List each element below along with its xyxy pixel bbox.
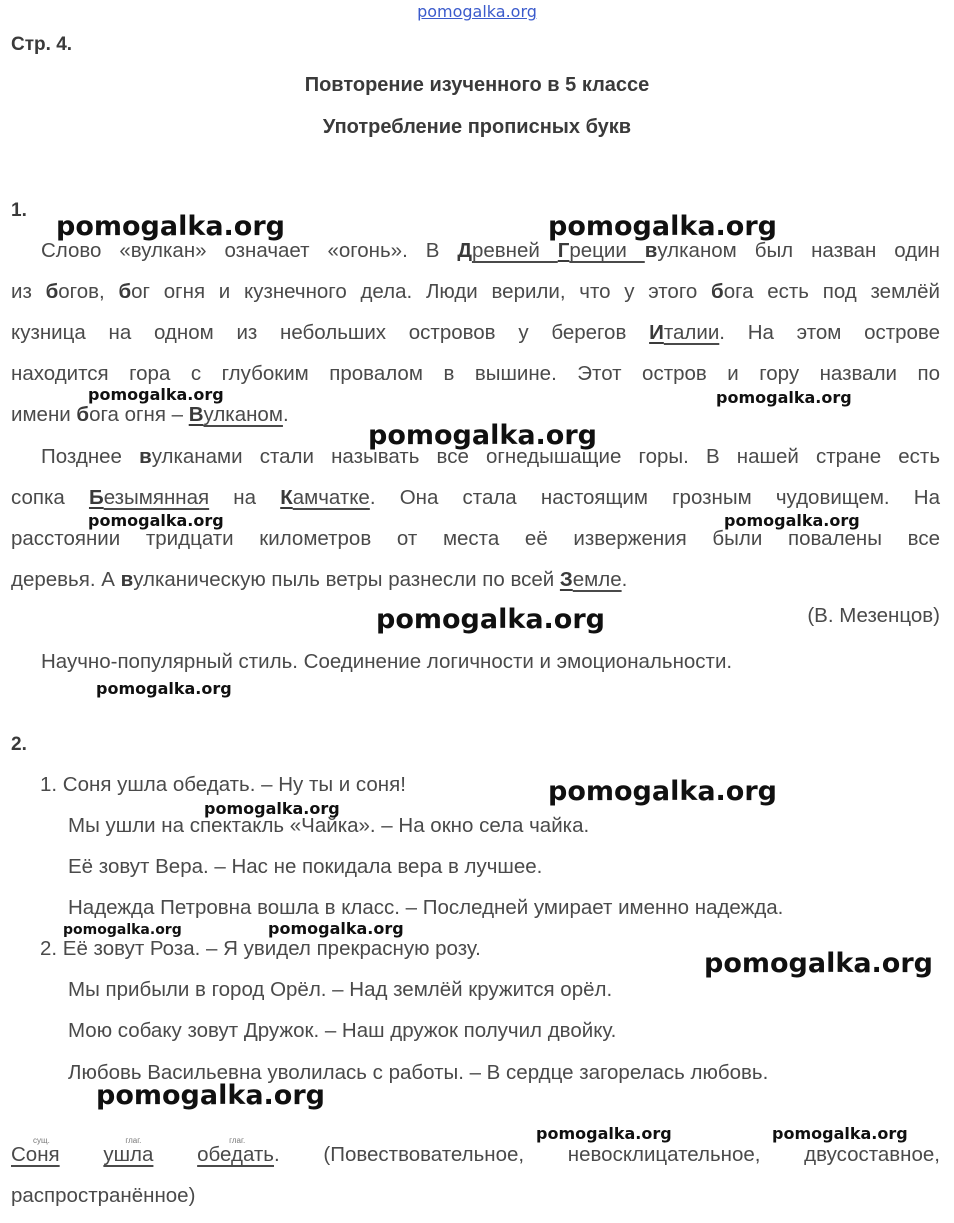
watermark: pomogalka.org	[772, 1124, 908, 1143]
subject-label: сущ.	[33, 1136, 50, 1145]
top-watermark-link[interactable]: pomogalka.org	[417, 2, 537, 21]
parsed-word-predicate: глаг. ушла	[103, 1134, 153, 1175]
ex2-line-4: Надежда Петровна вошла в класс. – Последней умирает именно надежда.	[68, 896, 784, 919]
exercise-2-number: 2.	[11, 734, 27, 755]
ex1-line-6: Позднее вулканами стали называть все огнедышащие горы. В нашей стране есть	[41, 445, 940, 468]
parsed-word-subject: сущ. Соня	[11, 1134, 60, 1175]
ex2-line-2: Мы ушли на спектакль «Чайка». – На окно села чайка.	[68, 814, 590, 837]
watermark: pomogalka.org	[88, 511, 224, 530]
sentence-parse-line-1: сущ. Соня глаг. ушла глаг. обедать. (Повествовательное, невосклицательное, двусоставное,	[11, 1134, 940, 1175]
predicate-label: глаг.	[125, 1136, 142, 1145]
ex2-line-8: Любовь Васильевна уволилась с работы. – В сердце загорелась любовь.	[68, 1061, 769, 1084]
watermark: pomogalka.org	[204, 799, 340, 818]
style-note: Научно-популярный стиль. Соединение логичности и эмоциональности.	[41, 650, 733, 673]
watermark: pomogalka.org	[63, 922, 182, 938]
ex2-line-1: 1. Соня ушла обедать. – Ну ты и соня!	[40, 773, 406, 796]
watermark: pomogalka.org	[704, 948, 933, 979]
watermark: pomogalka.org	[96, 679, 232, 698]
ex1-line-2: из богов, бог огня и кузнечного дела. Люди верили, что у этого бога есть под землёй	[11, 280, 940, 303]
ex1-line-7: сопка Безымянная на Камчатке. Она стала настоящим грозным чудовищем. На	[11, 486, 940, 509]
ex1-line-4: находится гора с глубоким провалом в вышине. Этот остров и гору назвали по	[11, 362, 940, 385]
watermark: pomogalka.org	[376, 604, 605, 635]
watermark: pomogalka.org	[56, 211, 285, 242]
watermark: pomogalka.org	[548, 211, 777, 242]
page-label: Стр. 4.	[11, 34, 73, 55]
ex1-line-8: расстоянии тридцати километров от места её извержения были повалены все	[11, 527, 940, 550]
ex1-line-1: Слово «вулкан» означает «огонь». В Древней Греции вулканом был назван один	[41, 239, 940, 262]
ex1-line-5: имени бога огня – Вулканом.	[11, 403, 289, 426]
exercise-1-number: 1.	[11, 200, 27, 221]
infinitive-label: глаг.	[229, 1136, 246, 1145]
topic-heading: Употребление прописных букв	[322, 116, 632, 138]
ex2-line-5: 2. Её зовут Роза. – Я увидел прекрасную розу.	[40, 937, 481, 960]
ex1-line-9: деревья. А вулканическую пыль ветры разнесли по всей Земле.	[11, 568, 628, 591]
author-credit: (В. Мезенцов)	[807, 604, 940, 627]
sentence-parse-line-2: распространённое)	[11, 1184, 196, 1207]
watermark: pomogalka.org	[268, 919, 404, 938]
watermark: pomogalka.org	[88, 385, 224, 404]
watermark: pomogalka.org	[716, 388, 852, 407]
ex2-line-3: Её зовут Вера. – Нас не покидала вера в лучшее.	[68, 855, 543, 878]
watermark: pomogalka.org	[368, 420, 597, 451]
watermark: pomogalka.org	[96, 1080, 325, 1111]
watermark: pomogalka.org	[548, 776, 777, 807]
section-heading: Повторение изученного в 5 классе	[304, 74, 650, 96]
watermark: pomogalka.org	[724, 511, 860, 530]
ex2-line-6: Мы прибыли в город Орёл. – Над землёй кружится орёл.	[68, 978, 613, 1001]
watermark: pomogalka.org	[536, 1124, 672, 1143]
ex1-line-3: кузница на одном из небольших островов у берегов Италии. На этом острове	[11, 321, 940, 344]
ex2-line-7: Мою собаку зовут Дружок. – Наш дружок получил двойку.	[68, 1019, 617, 1042]
parsed-word-infinitive: глаг. обедать	[197, 1134, 274, 1175]
